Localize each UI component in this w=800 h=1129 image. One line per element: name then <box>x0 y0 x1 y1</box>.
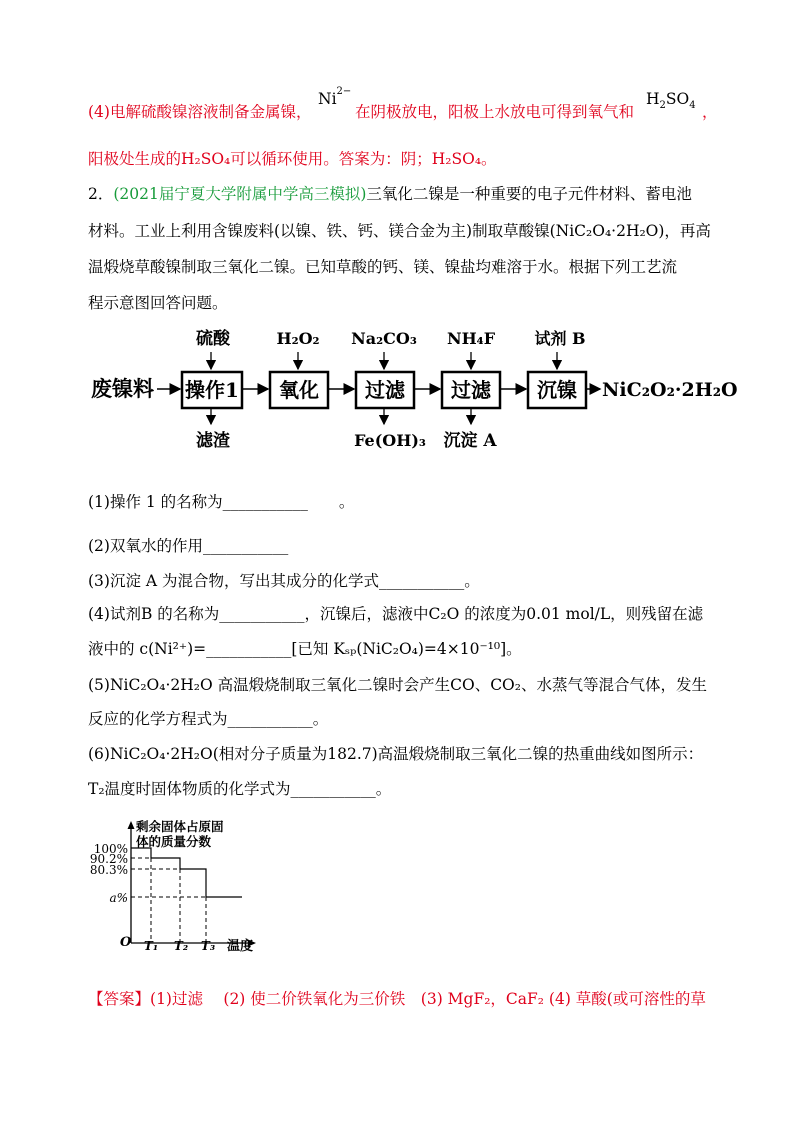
x-tick-t3: T₃ <box>200 939 216 953</box>
answer-text: (1)过滤 (2) 使二价铁氧化为三价铁 (3) MgF₂，CaF₂ (4) 草酸(或可溶性的草 <box>150 990 706 1008</box>
tg-curve <box>131 848 242 897</box>
origin-label: O <box>120 935 132 950</box>
reagent-5: 试剂 B <box>534 329 586 348</box>
question-2: (2)双氧水的作用___________ <box>88 537 289 555</box>
question-5a: (5)NiC₂O₄·2H₂O 高温煅烧制取三氧化二镍时会产生CO、CO₂、水蒸气等混合气体，发生 <box>88 676 707 694</box>
p4-text-a: (4)电解硫酸镍溶液制备金属镍， <box>88 103 312 121</box>
output-2: Fe(OH)₃ <box>354 431 426 450</box>
q2-number: 2． <box>88 185 114 203</box>
step-label-1: 操作1 <box>185 378 239 402</box>
q2-source: (2021届宁夏大学附属中学高三模拟) <box>113 185 367 203</box>
h2so4-formula: $H_2SO_4$ <box>646 90 696 112</box>
question-4b: 液中的 c(Ni²⁺)=___________[已知 Kₛₚ(NiC₂O₄)=4×10⁻¹⁰]。 <box>88 640 522 658</box>
reagent-1: 硫酸 <box>196 329 230 349</box>
question-6b: T₂温度时固体物质的化学式为___________。 <box>88 780 392 798</box>
y-axis-label-2: 体的质量分数 <box>136 834 212 849</box>
q2-line2: 材料。工业上利用含镍废料(以镍、铁、钙、镁合金为主)制取草酸镍(NiC₂O₄·2H₂O)，再高 <box>88 222 711 240</box>
output-3: 沉淀 A <box>443 431 497 451</box>
x-tick-t2: T₂ <box>173 939 189 953</box>
reagent-3: Na₂CO₃ <box>351 329 417 348</box>
question-5b: 反应的化学方程式为___________。 <box>88 710 329 728</box>
x-tick-t1: T₁ <box>143 939 159 953</box>
y-tick-100: 100% <box>93 842 128 856</box>
reagent-4: NH₄F <box>446 329 496 348</box>
reagent-2: H₂O₂ <box>276 329 320 348</box>
q2-line4: 程示意图回答问题。 <box>88 294 228 312</box>
question-1: (1)操作 1 的名称为___________ 。 <box>88 493 355 511</box>
step-label-4: 过滤 <box>451 378 491 402</box>
question-3: (3)沉淀 A 为混合物，写出其成分的化学式___________。 <box>88 572 480 590</box>
step-label-5: 沉镍 <box>537 378 577 402</box>
question-4a: (4)试剂B 的名称为___________，沉镍后，滤液中C₂O 的浓度为0.01 mol/L，则残留在滤 <box>88 605 704 623</box>
y-axis-label-1: 剩余固体占原固 <box>136 819 224 834</box>
ni-ion: $Ni^{2-}$ <box>318 86 352 109</box>
question-6a: (6)NiC₂O₄·2H₂O(相对分子质量为182.7)高温煅烧制取三氧化二镍的热重曲线如图所示： <box>88 745 704 763</box>
y-tick-80: 80.3% <box>89 863 128 877</box>
y-tick-a: a% <box>109 891 128 905</box>
answer-line <box>88 988 706 1010</box>
q2-line1: 2．(2021届宁夏大学附属中学高三模拟)三氧化二镍是一种重要的电子元件材料、蓄电池 <box>88 185 692 203</box>
p4-comma: ， <box>702 103 718 121</box>
y-tick-90: 90.2% <box>89 852 128 866</box>
p4-line2: 阳极处生成的H₂SO₄可以循环使用。答案为：阴；H₂SO₄。 <box>88 150 497 168</box>
answer-bracket: 【答案】 <box>88 990 151 1008</box>
x-axis-label: 温度 <box>227 939 254 954</box>
product-label: NiC₂O₂·2H₂O <box>602 379 738 401</box>
output-1: 滤渣 <box>196 431 230 451</box>
p4-text-b: 在阴极放电，阳极上水放电可得到氧气和 <box>355 103 635 121</box>
step-label-3: 过滤 <box>365 378 405 402</box>
q2-line3: 温煅烧草酸镍制取三氧化二镍。已知草酸的钙、镁、镍盐均难溶于水。根据下列工艺流 <box>88 258 678 276</box>
step-label-2: 氧化 <box>279 378 319 402</box>
feed-label: 废镍料 <box>91 376 154 401</box>
